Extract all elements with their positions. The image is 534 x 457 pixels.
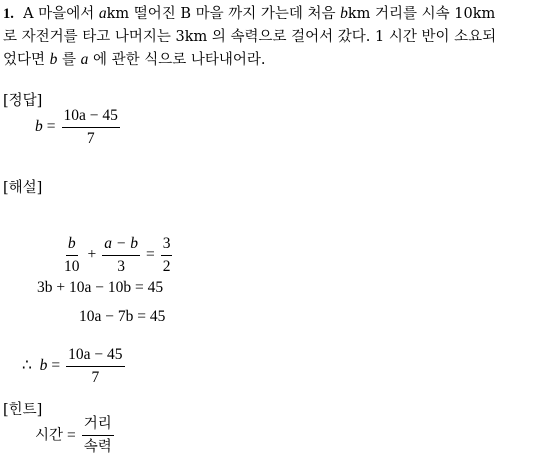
answer-denominator: 7 xyxy=(86,130,95,147)
problem-text-3a: 었다면 xyxy=(3,52,50,68)
hint-numerator: 거리 xyxy=(82,414,114,436)
problem-text-3c: 에 관한 식으로 나타내어라. xyxy=(88,52,266,68)
conclusion-denominator: 7 xyxy=(91,369,100,386)
problem-line-1 xyxy=(3,2,495,23)
var-a: a xyxy=(80,51,89,68)
problem-text-3b: 를 xyxy=(57,52,81,68)
var-b: b xyxy=(49,51,58,68)
answer-label: [정답] xyxy=(3,93,43,109)
answer-lhs: b xyxy=(35,118,43,136)
equals-sign: = xyxy=(51,357,61,375)
fraction-1 xyxy=(62,234,82,277)
explanation-label: [해설] xyxy=(3,180,43,196)
hint-fraction xyxy=(82,414,114,457)
fraction-3-numerator: 3 xyxy=(161,234,173,256)
problem-line-2: 로 자전거를 타고 나머지는 3km 의 속력으로 걸어서 갔다. 1 시간 반이 소요되 xyxy=(3,29,497,45)
hint-lhs: 시간 xyxy=(35,427,64,444)
var-a: a xyxy=(98,5,107,22)
fraction-3-denominator: 2 xyxy=(162,258,171,275)
problem-text-1c: km 거리를 시속 10km xyxy=(347,6,496,22)
hint-label: [힌트] xyxy=(3,402,43,418)
therefore-symbol: ∴ xyxy=(22,357,32,375)
fraction-1-numerator: b xyxy=(66,234,78,256)
answer-fraction xyxy=(62,106,120,149)
problem-text-1b: km 떨어진 B 마을 까지 가는데 처음 xyxy=(106,6,341,22)
fraction-2-numerator: a − b xyxy=(102,234,140,256)
fraction-1-denominator: 10 xyxy=(64,258,80,275)
hint-denominator: 속력 xyxy=(83,439,112,455)
hint-formula xyxy=(35,414,116,457)
equals-sign: = xyxy=(145,246,155,264)
answer-numerator: 10a − 45 xyxy=(62,106,120,128)
var-b: b xyxy=(340,5,348,22)
conclusion-fraction xyxy=(66,345,124,388)
problem-line-3 xyxy=(3,48,266,69)
problem-text-1a: A 마을에서 xyxy=(23,6,99,22)
explanation-conclusion xyxy=(22,345,127,388)
fraction-2-denominator: 3 xyxy=(117,258,125,275)
fraction-2 xyxy=(102,234,140,277)
answer-formula xyxy=(35,106,122,149)
problem-number: 1. xyxy=(3,6,14,22)
conclusion-numerator: 10a − 45 xyxy=(66,345,124,367)
equals-sign: = xyxy=(46,118,56,136)
explanation-eq-3: 10a − 7b = 45 xyxy=(79,308,166,325)
equals-sign: = xyxy=(67,426,76,444)
explanation-eq-2: 3b + 10a − 10b = 45 xyxy=(37,279,164,296)
plus-sign: + xyxy=(87,246,97,264)
explanation-eq-1 xyxy=(60,234,174,277)
conclusion-lhs: b xyxy=(39,357,48,375)
fraction-3 xyxy=(161,234,173,277)
